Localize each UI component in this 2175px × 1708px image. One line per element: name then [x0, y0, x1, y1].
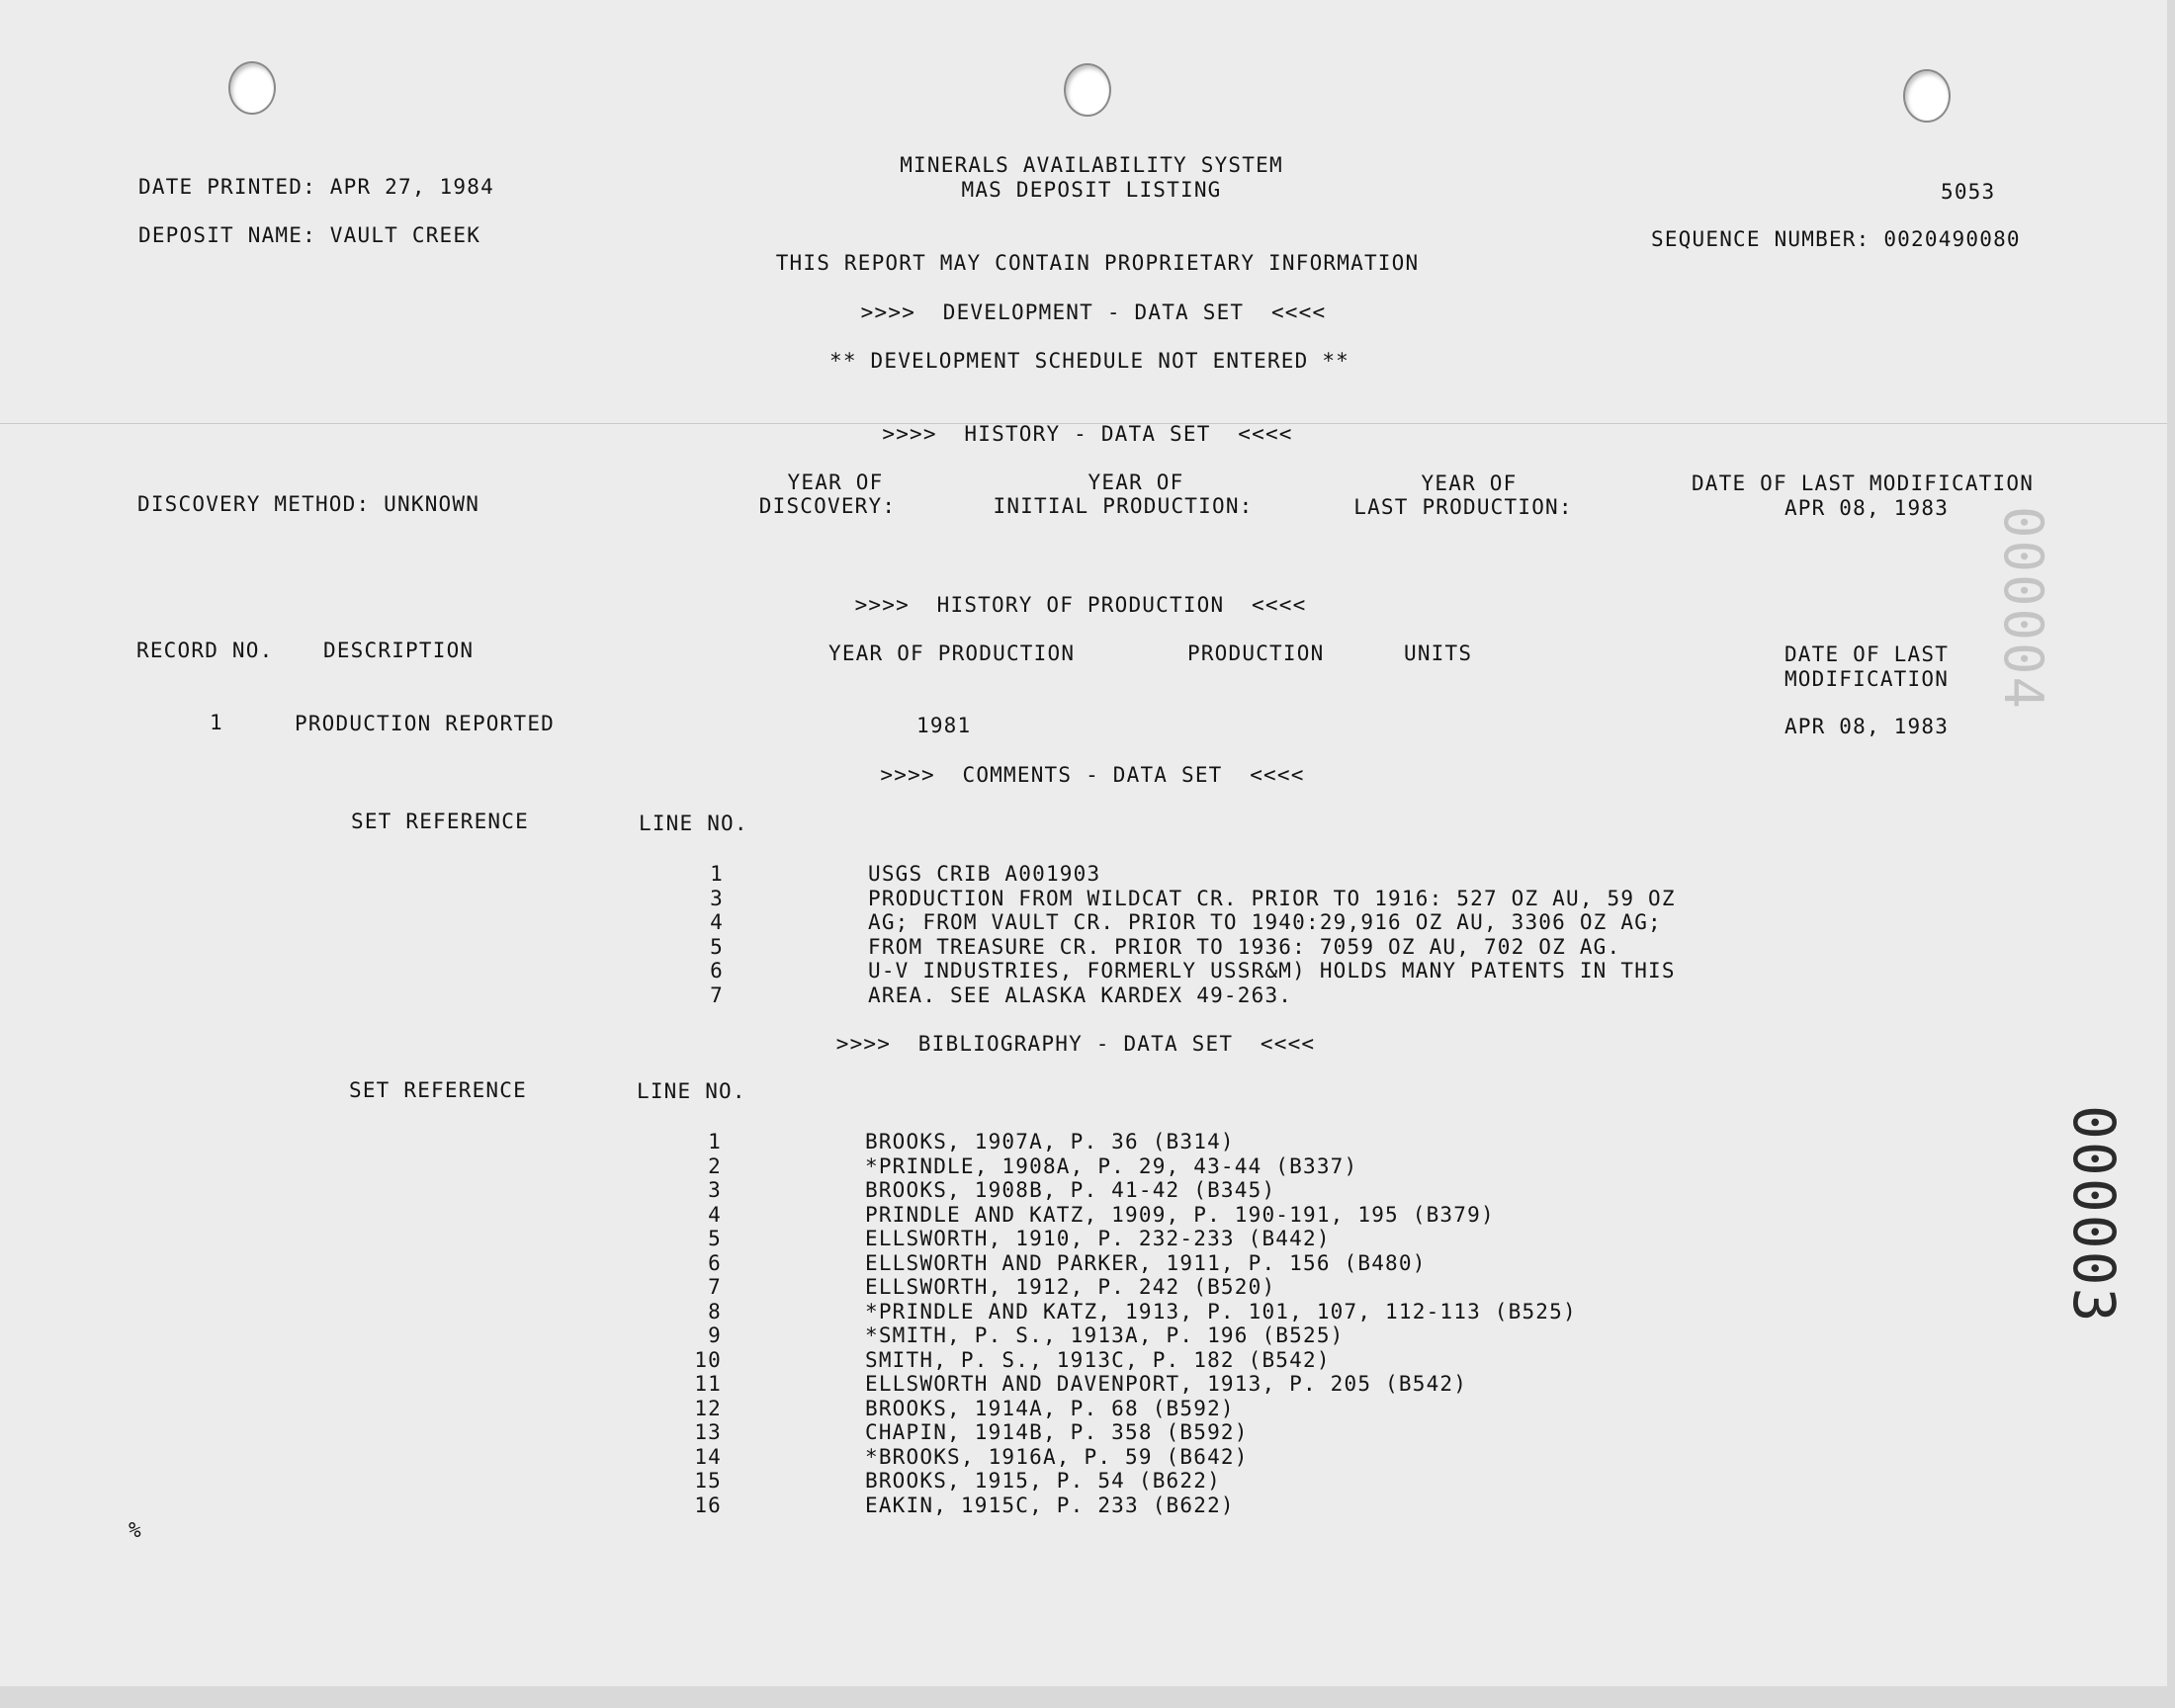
deposit-name: DEPOSIT NAME: VAULT CREEK — [138, 223, 481, 247]
bibliography-line-no: 15 — [694, 1469, 722, 1493]
comment-line — [633, 982, 1293, 1008]
bibliography-list — [631, 1130, 1577, 1517]
comment-line-no: 4 — [710, 910, 724, 934]
bibliography-line — [631, 1420, 1249, 1445]
col-production: PRODUCTION — [1187, 641, 1325, 665]
year-of-initial-production-label-2: INITIAL PRODUCTION: — [993, 494, 1254, 518]
faint-stamp-number: 000004 — [1992, 506, 2054, 712]
bibliography-line-no: 10 — [694, 1347, 722, 1372]
bibliography-line-text: *BROOKS, 1916A, P. 59 (B642) — [865, 1444, 1249, 1469]
bibliography-line-text: ELLSWORTH, 1912, P. 242 (B520) — [865, 1275, 1276, 1299]
bibliography-line-no: 5 — [708, 1227, 722, 1250]
bibliography-line — [631, 1372, 1468, 1397]
bibliography-line — [631, 1396, 1235, 1421]
production-record-date-mod: APR 08, 1983 — [1784, 715, 1950, 738]
bibliography-line-text: *PRINDLE AND KATZ, 1913, P. 101, 107, 112-113 (B525) — [865, 1299, 1577, 1324]
bibliography-line-text: EAKIN, 1915C, P. 233 (B622) — [865, 1493, 1235, 1517]
system-title: MINERALS AVAILABILITY SYSTEM — [900, 153, 1283, 177]
col-record-no: RECORD NO. — [136, 639, 274, 662]
comment-line — [633, 886, 1676, 911]
bibliography-line-text: PRINDLE AND KATZ, 1909, P. 190-191, 195 (B379) — [865, 1202, 1495, 1227]
last-modification-label: DATE OF LAST MODIFICATION — [1691, 471, 2035, 495]
comments-list — [633, 862, 1676, 1007]
col-year-of-production: YEAR OF PRODUCTION — [828, 641, 1076, 665]
year-of-last-production-label-2: LAST PRODUCTION: — [1353, 495, 1573, 519]
comment-line-no: 5 — [710, 934, 724, 959]
sequence-number: SEQUENCE NUMBER: 0020490080 — [1651, 227, 2021, 251]
bibliography-line-no: 7 — [708, 1275, 722, 1299]
year-of-last-production-label-1: YEAR OF — [1421, 471, 1518, 495]
col-date-mod-1: DATE OF LAST — [1784, 642, 1950, 666]
bibliography-line-text: BROOKS, 1908B, P. 41-42 (B345) — [865, 1178, 1276, 1202]
bibliography-line — [631, 1469, 1221, 1494]
bibliography-line — [631, 1153, 1358, 1179]
bibliography-line-no: 2 — [708, 1153, 722, 1178]
bibliography-line — [631, 1347, 1331, 1373]
comment-line-text: FROM TREASURE CR. PRIOR TO 1936: 7059 OZ AU, 702 OZ AG. — [868, 934, 1621, 959]
bibliography-line-no: 13 — [694, 1420, 722, 1444]
page-number: 5053 — [1941, 180, 1996, 204]
production-heading: >>>> HISTORY OF PRODUCTION <<<< — [854, 593, 1307, 617]
bibliography-line — [631, 1493, 1235, 1518]
punch-hole-right — [1903, 69, 1951, 123]
comment-line-no: 3 — [710, 886, 724, 910]
col-description: DESCRIPTION — [323, 639, 475, 662]
comments-col-set-reference: SET REFERENCE — [351, 810, 529, 833]
bibliography-line-no: 16 — [694, 1493, 722, 1517]
bibliography-line-no: 4 — [708, 1202, 722, 1227]
bibliography-line-text: ELLSWORTH AND PARKER, 1911, P. 156 (B480) — [865, 1250, 1427, 1275]
bibliography-line-text: BROOKS, 1907A, P. 36 (B314) — [865, 1130, 1235, 1153]
bibliography-line-no: 12 — [694, 1396, 722, 1420]
bibliography-line — [631, 1130, 1235, 1154]
bibliography-heading: >>>> BIBLIOGRAPHY - DATA SET <<<< — [835, 1032, 1316, 1056]
bibliography-line-text: BROOKS, 1915, P. 54 (B622) — [865, 1469, 1221, 1493]
bibliography-line-no: 6 — [708, 1250, 722, 1275]
comment-line-text: USGS CRIB A001903 — [868, 862, 1101, 886]
development-note: ** DEVELOPMENT SCHEDULE NOT ENTERED ** — [828, 349, 1350, 373]
year-of-discovery-label-1: YEAR OF — [787, 470, 884, 494]
comments-col-line-no: LINE NO. — [639, 811, 748, 835]
year-of-discovery-label-2: DISCOVERY: — [758, 494, 897, 518]
bibliography-line-no: 1 — [708, 1130, 722, 1153]
comment-line — [633, 959, 1676, 983]
bibliography-line-no: 8 — [708, 1299, 722, 1324]
bibliography-line-no: 11 — [694, 1372, 722, 1396]
comment-line-text: PRODUCTION FROM WILDCAT CR. PRIOR TO 1916: 527 OZ AU, 59 OZ — [868, 886, 1676, 910]
listing-title: MAS DEPOSIT LISTING — [961, 178, 1222, 202]
date-printed: DATE PRINTED: APR 27, 1984 — [138, 175, 494, 199]
year-of-initial-production-label-1: YEAR OF — [1088, 470, 1184, 494]
comment-line-text: U-V INDUSTRIES, FORMERLY USSR&M) HOLDS MANY PATENTS IN THIS — [868, 959, 1676, 982]
production-record-year: 1981 — [916, 714, 972, 737]
history-heading: >>>> HISTORY - DATA SET <<<< — [882, 422, 1293, 446]
last-modification-date: APR 08, 1983 — [1784, 496, 1950, 520]
bibliography-col-line-no: LINE NO. — [637, 1079, 746, 1103]
bibliography-line — [631, 1324, 1345, 1348]
bibliography-line — [631, 1299, 1577, 1324]
comment-line — [633, 910, 1662, 935]
comment-line-no: 6 — [710, 959, 724, 982]
bibliography-line — [631, 1275, 1276, 1300]
punch-hole-center — [1064, 63, 1111, 117]
comment-line-no: 1 — [710, 862, 724, 886]
bibliography-line — [631, 1202, 1495, 1228]
development-heading: >>>> DEVELOPMENT - DATA SET <<<< — [860, 300, 1327, 324]
bibliography-line — [631, 1250, 1427, 1276]
comment-line — [633, 862, 1101, 887]
discovery-method: DISCOVERY METHOD: UNKNOWN — [137, 492, 480, 516]
punch-hole-left — [228, 61, 276, 115]
bibliography-line — [631, 1178, 1276, 1203]
comment-line-text: AREA. SEE ALASKA KARDEX 49-263. — [868, 982, 1293, 1007]
bibliography-line-no: 3 — [708, 1178, 722, 1202]
bibliography-line — [631, 1444, 1249, 1470]
bibliography-line-text: BROOKS, 1914A, P. 68 (B592) — [865, 1396, 1235, 1420]
bibliography-line-no: 14 — [694, 1444, 722, 1469]
col-date-mod-2: MODIFICATION — [1784, 667, 1950, 691]
col-units: UNITS — [1404, 641, 1473, 665]
bibliography-line-text: SMITH, P. S., 1913C, P. 182 (B542) — [865, 1347, 1331, 1372]
comment-line-no: 7 — [710, 982, 724, 1007]
comments-heading: >>>> COMMENTS - DATA SET <<<< — [880, 763, 1305, 787]
bibliography-line-text: ELLSWORTH, 1910, P. 232-233 (B442) — [865, 1227, 1331, 1250]
production-record-no: 1 — [210, 711, 223, 734]
bibliography-line-text: *SMITH, P. S., 1913A, P. 196 (B525) — [865, 1324, 1345, 1347]
bibliography-col-set-reference: SET REFERENCE — [349, 1078, 527, 1102]
bibliography-line-text: CHAPIN, 1914B, P. 358 (B592) — [865, 1420, 1249, 1444]
bibliography-line-no: 9 — [708, 1324, 722, 1347]
bibliography-line-text: ELLSWORTH AND DAVENPORT, 1913, P. 205 (B542) — [865, 1372, 1468, 1396]
bibliography-line-text: *PRINDLE, 1908A, P. 29, 43-44 (B337) — [865, 1153, 1358, 1178]
comment-line — [633, 934, 1621, 960]
production-record-description: PRODUCTION REPORTED — [295, 712, 556, 735]
bibliography-line — [631, 1227, 1331, 1251]
comment-line-text: AG; FROM VAULT CR. PRIOR TO 1940:29,916 OZ AU, 3306 OZ AG; — [868, 910, 1662, 934]
footer-percent-mark: % — [129, 1518, 142, 1542]
stamp-number: 000003 — [2060, 1105, 2128, 1324]
proprietary-notice: THIS REPORT MAY CONTAIN PROPRIETARY INFORMATION — [775, 251, 1420, 275]
